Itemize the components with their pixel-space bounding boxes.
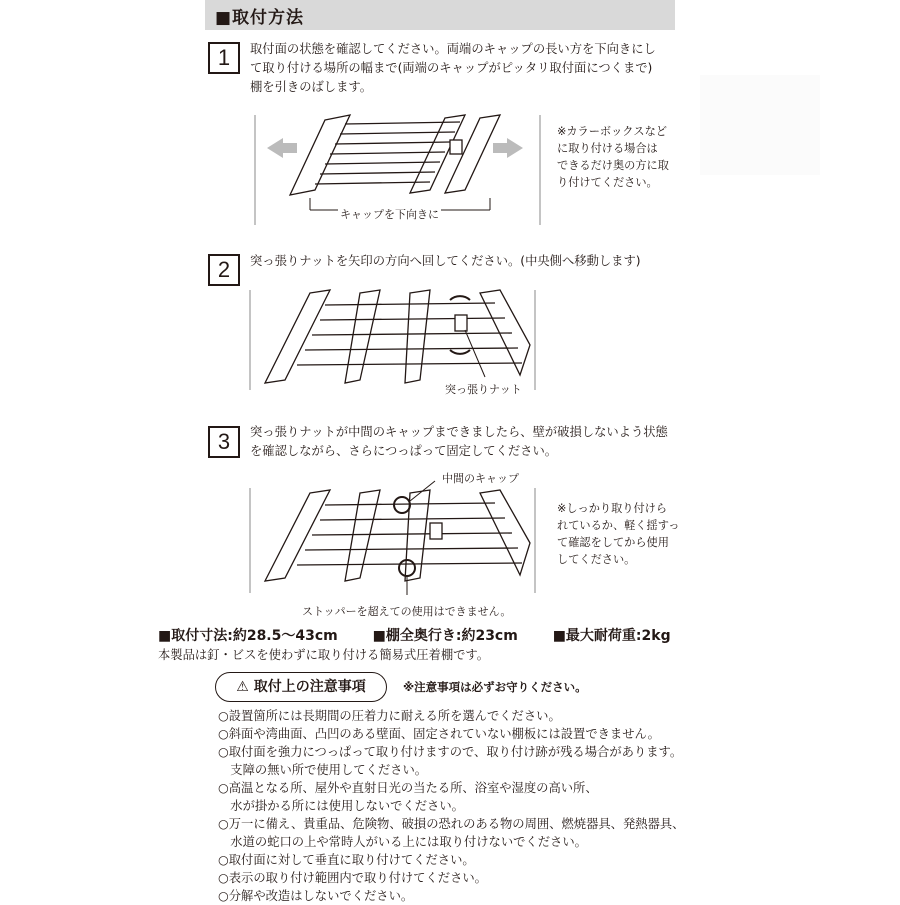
cap-down-label: キャップを下向きに xyxy=(340,208,439,221)
caution-item: 水が掛かる所には使用しないでください。 xyxy=(218,799,464,813)
step-1-line-1: 取付面の状態を確認してください。両端のキャップの長い方を下向きにし xyxy=(250,42,656,56)
step-3-note-line-1: ※しっかり取り付けら xyxy=(557,502,668,515)
step-3-line-1: 突っ張りナットが中間のキャップまできましたら、壁が破損しないよう状態 xyxy=(250,425,668,439)
stopper-label: ストッパーを超えての使用はできません。 xyxy=(302,605,512,618)
step-1-number: 1 xyxy=(208,42,240,74)
caution-item: ○表示の取り付け範囲内で取り付けてください。 xyxy=(218,871,487,885)
specifications xyxy=(158,625,701,645)
caution-item: ○分解や改造はしないでください。 xyxy=(218,889,414,903)
step-3-note-line-2: れているか、軽く揺すっ xyxy=(557,519,680,532)
step-1-line-3: 棚を引きのばします。 xyxy=(250,80,372,94)
step-3-note-line-4: してください。 xyxy=(557,553,636,566)
step-1-line-2: て取り付ける場所の幅まで(両端のキャップがピッタリ取付面につくまで) xyxy=(250,61,653,75)
caution-title: 取付上の注意事項 xyxy=(253,679,366,695)
caution-item: 水道の蛇口の上や常時人がいる上には取り付けないでください。 xyxy=(218,835,587,849)
section-header xyxy=(205,0,675,30)
step-3-text xyxy=(250,423,668,461)
step-3-illustration xyxy=(250,483,550,598)
step-3-note xyxy=(557,500,679,568)
caution-item: ○万一に備え、貴重品、危険物、破損の恐れのある物の周囲、燃焼器具、発熱器具、 xyxy=(218,817,685,831)
rotate-arrow-bottom-icon xyxy=(450,350,470,354)
spec-mount-size: ■取付寸法:約28.5〜43cm xyxy=(158,628,338,644)
caution-note: ※注意事項は必ずお守りください。 xyxy=(403,680,587,694)
step-1-note-line-4: り付けてください。 xyxy=(557,176,658,189)
spec-max-load: ■最大耐荷重:2kg xyxy=(552,628,671,644)
step-1-note-line-1: ※カラーボックスなど xyxy=(557,125,667,138)
step-2-line-1: 突っ張りナットを矢印の方向へ回してください。(中央側へ移動します) xyxy=(250,254,641,268)
step-2-number: 2 xyxy=(208,254,240,286)
spec-depth: ■棚全奥行き:約23cm xyxy=(372,628,518,644)
caution-item: 支障の無い所で使用してください。 xyxy=(218,763,428,777)
caution-item: ○取付面に対して垂直に取り付けてください。 xyxy=(218,853,475,867)
step-1-note xyxy=(557,123,669,191)
step-2-text xyxy=(250,252,641,271)
step-3-note-line-3: て確認をしてから使用 xyxy=(557,536,669,549)
rotate-arrow-top-icon xyxy=(450,296,470,300)
arrow-right-icon xyxy=(493,138,523,158)
caution-item: ○設置箇所には長期間の圧着力に耐える所を選んでください。 xyxy=(218,709,561,723)
middle-cap-marker xyxy=(394,497,410,513)
step-1-note-line-2: に取り付ける場合は xyxy=(557,142,658,155)
warning-icon: ⚠ xyxy=(236,679,249,695)
step-1-text xyxy=(250,40,656,97)
step-1-note-line-3: できるだけ奥の方に取 xyxy=(557,159,669,172)
caution-title-box xyxy=(215,672,387,702)
caution-item: ○取付面を強力につっぱって取り付けますので、取り付け跡が残る場合があります。 xyxy=(218,745,683,759)
caution-item: ○斜面や湾曲面、凸凹のある壁面、固定されていない棚板には設置できません。 xyxy=(218,727,660,741)
step-3-number: 3 xyxy=(208,426,240,458)
step-3-line-2: を確認しながら、さらにつっぱって固定してください。 xyxy=(250,444,558,458)
product-description: 本製品は釘・ビスを使わずに取り付ける簡易式圧着棚です。 xyxy=(158,648,490,662)
section-title: ■取付方法 xyxy=(215,8,305,28)
caution-list xyxy=(218,707,684,905)
caution-item: ○高温となる所、屋外や直射日光の当たる所、浴室や湿度の高い所、 xyxy=(218,781,598,795)
step-2-illustration xyxy=(250,285,550,395)
middle-cap-label: 中間のキャップ xyxy=(442,472,519,485)
nut-label: 突っ張りナット xyxy=(445,383,522,396)
background-smudge xyxy=(700,75,820,175)
arrow-left-icon xyxy=(267,138,297,158)
